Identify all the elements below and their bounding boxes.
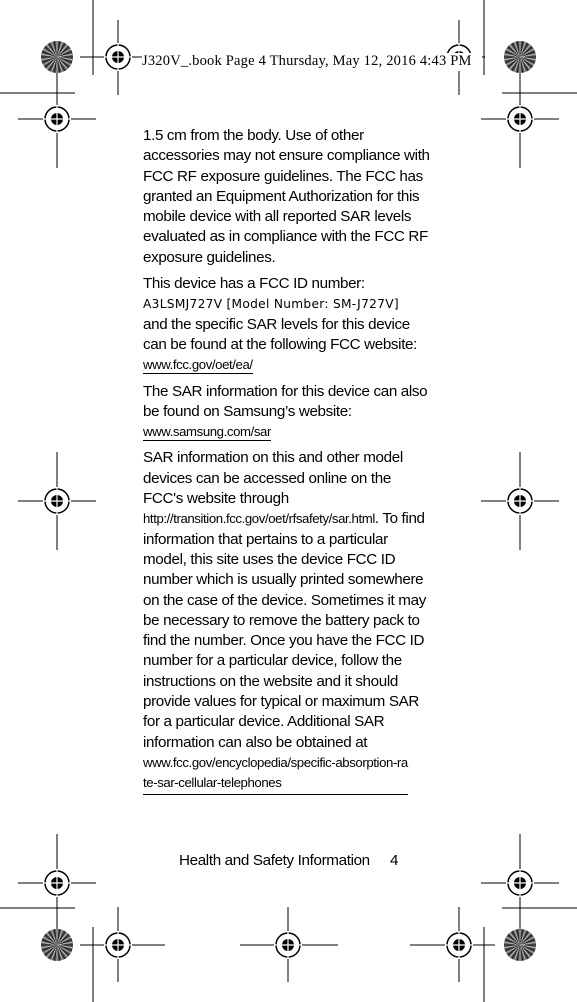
registration-target-icon <box>43 869 71 897</box>
starburst-target-icon <box>504 41 536 73</box>
fcc-id-number: A3LSMJ727V [Model Number: SM-J727V] <box>143 297 399 312</box>
fcc-sar-text-1: SAR information on this and other model devices can be accessed online on the FCC's website through <box>143 449 403 508</box>
main-text <box>143 126 430 801</box>
paragraph-fcc-id <box>143 274 430 375</box>
registration-target-icon <box>274 931 302 959</box>
page-number: 4 <box>390 852 399 869</box>
registration-target-icon <box>506 869 534 897</box>
samsung-sar-link[interactable]: www.samsung.com/sar <box>143 424 271 440</box>
starburst-target-icon <box>504 929 536 961</box>
fcc-rfsafety-link[interactable]: http://transition.fcc.gov/oet/rfsafety/sar.html <box>143 511 375 527</box>
fcc-id-intro: This device has a FCC ID number: <box>143 275 365 293</box>
registration-target-icon <box>445 931 473 959</box>
starburst-target-icon <box>41 41 73 73</box>
starburst-target-icon <box>41 929 73 961</box>
fcc-encyclopedia-link[interactable]: www.fcc.gov/encyclopedia/specific-absorption-rate-sar-cellular-telephones <box>143 753 408 795</box>
paragraph-sar-intro: 1.5 cm from the body. Use of other accessories may not ensure compliance with FCC RF exposure guidelines. The FCC has granted an Equipment Authorization for this mobile device with all reported SAR levels evaluated as in compliance with the FCC RF exposure guidelines. <box>143 127 430 266</box>
paragraph-fcc-sar-info <box>143 448 430 794</box>
registration-target-icon <box>104 43 132 71</box>
footer-section-title: Health and Safety Information <box>179 852 370 869</box>
registration-target-icon <box>43 487 71 515</box>
samsung-sar-text: The SAR information for this device can also be found on Samsung’s website: <box>143 382 428 420</box>
fcc-id-rest: and the specific SAR levels for this device can be found at the following FCC website: <box>143 315 418 353</box>
fcc-sar-text-2: . To find information that pertains to a particular model, this site uses the device FCC ID number which is usually printed somewhere on the case of the device. Sometimes it may be necessary to remove the battery pack to find the number. Once you have the FCC ID number for a particular device, follow the instructions on the website and it should provide values for typical or maximum SAR for a particular device. Additional SAR information can also be obtained at <box>143 510 426 751</box>
registration-target-icon <box>43 105 71 133</box>
book-page-slug: J320V_.book Page 4 Thursday, May 12, 2016 4:43 PM <box>142 53 482 70</box>
fcc-ea-link[interactable]: www.fcc.gov/oet/ea/ <box>143 357 253 373</box>
registration-target-icon <box>506 105 534 133</box>
paragraph-samsung-sar <box>143 382 430 443</box>
registration-target-icon <box>506 487 534 515</box>
registration-target-icon <box>104 931 132 959</box>
